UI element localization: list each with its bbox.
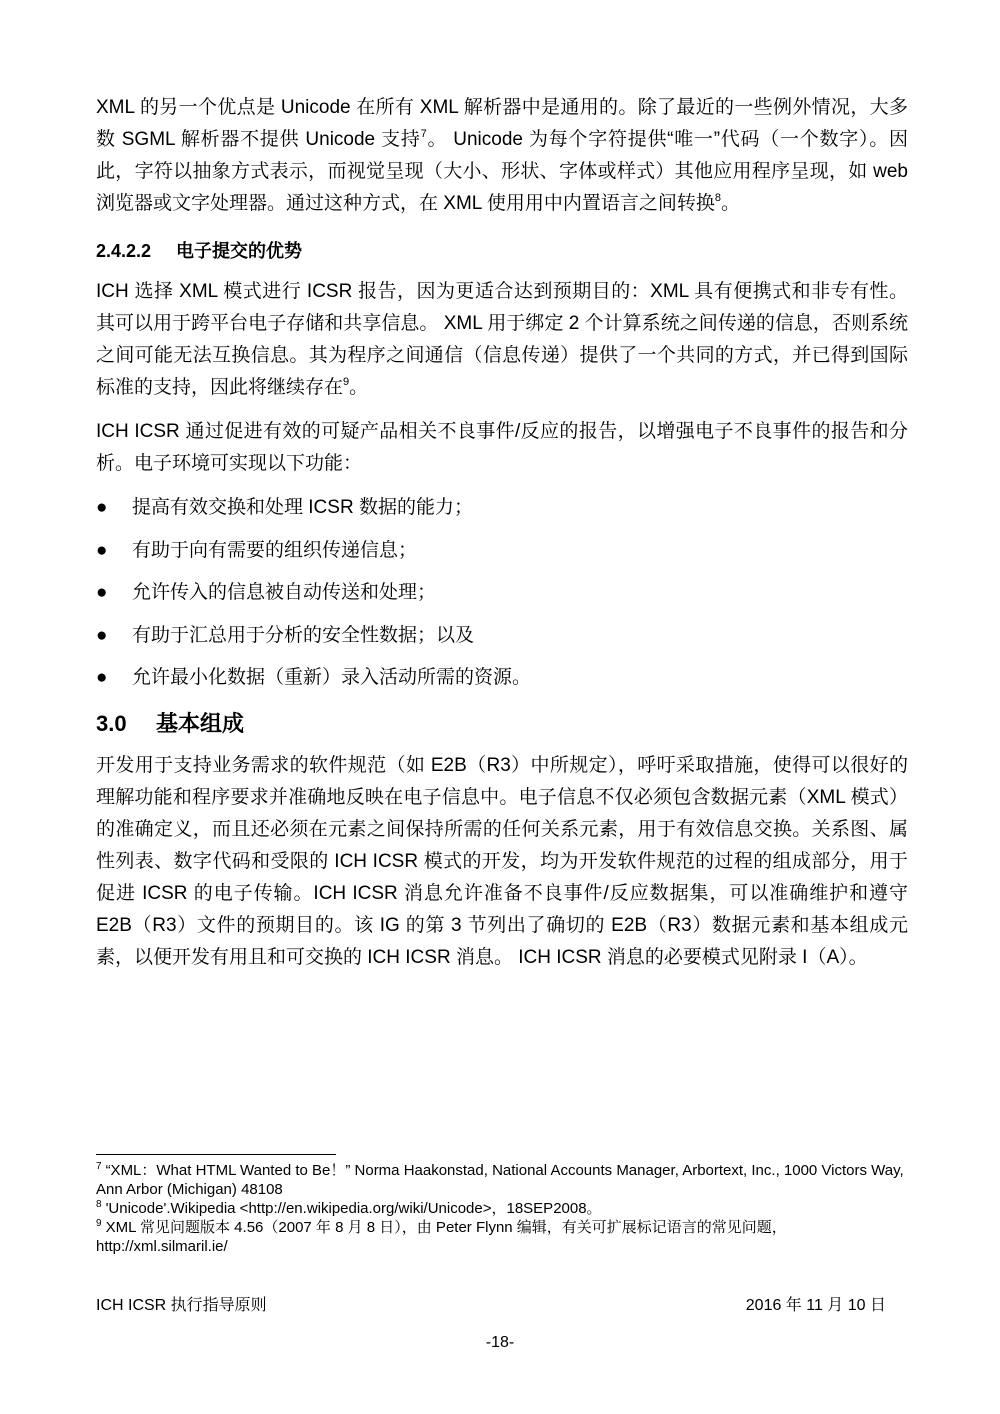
list-item [96,620,908,652]
bullet-icon: ● [96,667,108,688]
footnote-text: “XML：What HTML Wanted to Be！” Norma Haakonstad, National Accounts Manager, Arbortext, Inc., 1000 Victors Way, Ann Arbor (Michigan) 48108 [96,1162,904,1198]
intro-paragraph [96,92,908,220]
footnote-ref-7[interactable]: 7 [420,128,427,140]
list-item [96,492,908,524]
footnote-ref-9[interactable]: 9 [343,376,350,388]
section-heading-2422 [96,238,908,264]
section-title: 电子提交的优势 [176,241,302,261]
list-item-text: 提高有效交换和处理 ICSR 数据的能力； [132,497,473,518]
xml-choice-text: ICH 选择 XML 模式进行 ICSR 报告，因为更适合达到预期目的：XML 具有便携式和非专有性。其可以用于跨平台电子存储和共享信息。 XML 用于绑定 2 个计算系统之间传递的信息，否则系统之间可能无法互换信息。其为程序之间通信（信息传递）提供了一个共同的方式，并已得到国际标准的支持，因此将继续存在 [96,281,908,398]
list-item-text: 有助于汇总用于分析的安全性数据；以及 [132,624,475,646]
bullet-icon: ● [96,497,108,518]
page-body [96,92,908,986]
list-item-text: 允许最小化数据（重新）录入活动所需的资源。 [132,667,532,688]
basic-components-paragraph: 开发用于支持业务需求的软件规范（如 E2B（R3）中所规定），呼吁采取措施，使得可以很好的理解功能和程序要求并准确地反映在电子信息中。电子信息不仅必须包含数据元素（XML 模式）的准确定义，而且还必须在元素之间保持所需的任何关系元素，用于有效信息交换。关系图、属性列表、数字代码和受限的 ICH ICSR 模式的开发，均为开发软件规范的过程的组成部分，用于促进 ICSR 的电子传输。ICH ICSR 消息允许准备不良事件/反应数据集，可以准确维护和遵守 E2B（R3）文件的预期目的。该 IG 的第 3 节列出了确切的 E2B（R3）数据元素和基本组成元素，以便开发有用且和可交换的 ICH ICSR 消息。 ICH ICSR 消息的必要模式见附录 I（A）。 [96,755,908,968]
footnote-7 [96,1161,908,1199]
footnote-8 [96,1199,908,1218]
footer-date: 2016 年 11 月 10 日 [745,1297,886,1314]
xml-choice-paragraph [96,276,908,404]
footnote-ref-8[interactable]: 8 [714,192,722,204]
page-footer [96,1292,886,1315]
footnote-number: 7 [96,1161,102,1172]
bullet-icon: ● [96,539,108,561]
list-item-text: 允许传入的信息被自动传送和处理； [132,582,437,603]
bullet-icon: ● [96,624,108,646]
section-heading-30 [96,708,908,740]
page-number: -18- [485,1334,515,1351]
footnote-text[interactable]: 'Unicode'.Wikipedia <http://en.wikipedia.org/wiki/Unicode>，18SEP2008。 [105,1200,602,1217]
footnote-number: 8 [96,1199,102,1210]
list-item [96,577,908,609]
section-title: 基本组成 [156,711,245,736]
bullet-icon: ● [96,582,108,603]
footnote-text[interactable]: XML 常见问题版本 4.56（2007 年 8 月 8 日），由 Peter Flynn 编辑，有关可扩展标记语言的常见问题，http://xml.silmaril.ie/ [96,1219,787,1255]
list-item [96,535,908,567]
list-item-text: 有助于向有需要的组织传递信息； [132,539,418,561]
intro-text-1: XML 的另一个优点是 Unicode 在所有 XML 解析器中是通用的。除了最近的一些例外情况，大多数 SGML 解析器不提供 Unicode 支持 [96,97,908,150]
footnotes [96,1154,908,1256]
xml-choice-end: 。 [349,377,369,398]
benefit-list [96,492,908,694]
intro-text-3: 。 [721,193,741,214]
icsr-paragraph: ICH ICSR 通过促进有效的可疑产品相关不良事件/反应的报告，以增强电子不良事件的报告和分析。电子环境可实现以下功能： [96,421,908,474]
footnote-9 [96,1218,908,1256]
footnote-number: 9 [96,1218,102,1229]
footnote-divider [96,1154,336,1155]
section-number: 3.0 [96,711,127,736]
footer-doc-title: ICH ICSR 执行指导原则 [96,1297,267,1314]
list-item [96,662,908,694]
section-number: 2.4.2.2 [96,241,152,261]
intro-text-2: 。 Unicode 为每个字符提供“唯一”代码（一个数字）。因此，字符以抽象方式表示，而视觉呈现（大小、形状、字体或样式）其他应用程序呈现，如 web 浏览器或文字处理器。通过这种方式，在 XML 使用用中内置语言之间转换 [96,129,908,214]
